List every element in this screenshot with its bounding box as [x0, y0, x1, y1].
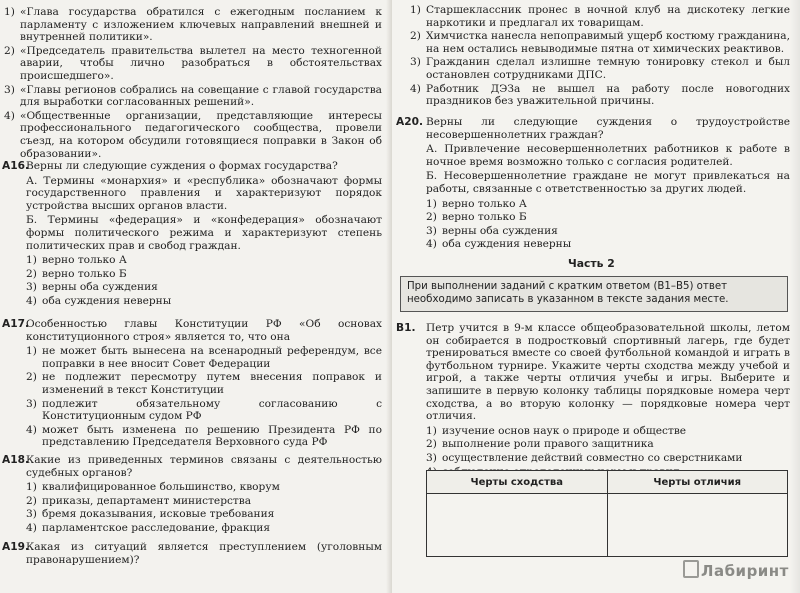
option-text: выполнение роли правого защитника — [442, 438, 654, 451]
table-header-similarity: Черты сходства — [427, 471, 608, 494]
option-text: изучение основ наук о природе и обществе — [442, 424, 687, 437]
statement-b: Б. Несовершеннолетние граждане не могут привлекаться на работы, связанные с ответственностью за других людей. — [426, 170, 790, 195]
option — [26, 398, 382, 423]
option-number: 2) — [426, 438, 437, 451]
option-number: 1) — [426, 197, 437, 210]
option-number: 1) — [426, 424, 437, 437]
option-number: 1) — [26, 254, 37, 267]
option-text: Химчистка нанесла непоправимый ущерб костюму гражданина, на нем остались невыводимые пятна от химических реактивов. — [426, 30, 790, 55]
option — [26, 424, 382, 449]
option — [26, 508, 382, 521]
logo-text: Лабиринт — [701, 562, 789, 580]
question-stem: Верны ли следующие суждения о формах государства? — [26, 160, 338, 172]
answer-cell-difference[interactable] — [607, 494, 788, 557]
option-text: осуществление действий совместно со сверстниками — [442, 451, 743, 464]
option-text: квалифицированное большинство, кворум — [42, 481, 280, 494]
option-number: 3) — [410, 56, 421, 69]
option-text: верно только А — [42, 254, 127, 267]
question-number: А17. — [2, 318, 29, 330]
option-number: 4) — [26, 521, 37, 534]
option — [26, 345, 382, 370]
labirint-logo — [683, 560, 789, 580]
question-stem: Петр учится в 9-м классе общеобразовательной школы, летом он собирается в подростковый спортивный лагерь, где будет тренироваться вместе со своей футбольной командой и играть в футбольном турнире. Укажите черты сходства между учебой и игрой, а также черты отличия учебы и игры. Выберите и запишите в первую колонку таблицы порядковые номера черт сходства, а во вторую колонку — порядковые номера черт отличия. — [426, 322, 790, 423]
option-number: 4) — [26, 294, 37, 307]
option-number: 2) — [26, 494, 37, 507]
part-title: Часть 2 — [568, 257, 615, 270]
page-edge-shadow — [790, 0, 800, 593]
option — [410, 83, 790, 108]
option — [26, 254, 382, 267]
option — [26, 371, 382, 396]
question-stem: Верны ли следующие суждения о трудоустройстве несовершеннолетних граждан? — [426, 116, 790, 141]
option — [426, 452, 790, 465]
option-text: «Общественные организации, представляющие интересы профессионального педагогического сообщества, провели съезд, на котором обсудили готовящиеся поправки в Закон об образовании». — [20, 109, 382, 160]
option-number: 4) — [26, 423, 37, 436]
statement-a: А. Привлечение несовершеннолетних работников к работе в ночное время возможно только с согласия родителей. — [426, 143, 790, 168]
a15-options-block — [4, 6, 382, 161]
option-text: не подлежит пересмотру путем внесения поправок и изменений в текст Конституции — [42, 371, 382, 396]
option — [26, 522, 382, 535]
statement-b: Б. Термины «федерация» и «конфедерация» обозначают формы политического режима и характеризуют степень политических прав и свобод граждан. — [26, 214, 382, 252]
question-number: В1. — [396, 322, 416, 334]
option-number: 2) — [4, 44, 15, 57]
option — [4, 110, 382, 160]
answer-cell-similarity[interactable] — [427, 494, 608, 557]
option-number: 4) — [426, 238, 437, 251]
question-number: А16. — [2, 160, 29, 172]
question-number: А18. — [2, 454, 29, 466]
option — [426, 425, 790, 438]
option-number: 4) — [4, 109, 15, 122]
option-number: 3) — [426, 451, 437, 464]
statement-a: А. Термины «монархия» и «республика» обозначают формы государственного правления и характеризуют порядок устройства высших органов власти. — [26, 174, 382, 212]
option-text: оба суждения неверны — [42, 294, 172, 307]
option-number: 4) — [410, 82, 421, 95]
option-number: 2) — [26, 371, 37, 384]
option-text: Работник ДЭЗа не вышел на работу после новогодних праздников без уважительной причины. — [426, 82, 790, 108]
option-text: верны оба суждения — [42, 281, 158, 294]
option-number: 1) — [410, 4, 421, 16]
option-text: верно только Б — [442, 211, 527, 224]
question-a19 — [2, 541, 382, 568]
option-text: «Председатель правительства вылетел на место техногенной аварии, чтобы лично разобраться в обстоятельствах происшедшего». — [20, 44, 382, 82]
option-number: 3) — [26, 508, 37, 521]
instruction-box: При выполнении заданий с кратким ответом (В1–В5) ответ необходимо записать в указанном в тексте задания месте. — [400, 276, 788, 312]
option-number: 1) — [4, 6, 15, 18]
option-text: бремя доказывания, исковые требования — [42, 508, 275, 521]
option-text: «Глава государства обратился с ежегодным посланием к парламенту с изложением ключевых направлений внешней и внутренней политики». — [20, 6, 382, 44]
option — [26, 281, 382, 294]
option-number: 2) — [410, 30, 421, 43]
option — [426, 211, 790, 224]
option-number: 1) — [26, 481, 37, 494]
option — [410, 56, 790, 81]
option — [4, 84, 382, 109]
question-a18 — [2, 454, 382, 536]
option — [26, 495, 382, 508]
option — [426, 198, 790, 211]
option — [426, 438, 790, 451]
labirint-logo-icon — [683, 560, 699, 578]
option-text: может быть изменена по решению Президента РФ по представлению Председателя Верховного суда РФ — [42, 423, 382, 449]
option — [26, 481, 382, 494]
question-a16 — [2, 160, 382, 309]
option-text: парламентское расследование, фракция — [42, 521, 271, 534]
option-number: 3) — [26, 397, 37, 410]
option-text: подлежит обязательному согласованию с Конституционным судом РФ — [42, 397, 382, 423]
question-stem: Какая из ситуаций является преступлением (уголовным правонарушением)? — [26, 541, 382, 566]
option — [4, 6, 382, 44]
option — [410, 30, 790, 55]
option — [410, 4, 790, 29]
option — [426, 238, 790, 251]
option-text: Гражданин сделал излишне темную тонировку стекол и был остановлен сотрудниками ДПС. — [426, 56, 790, 81]
table-header-difference: Черты отличия — [607, 471, 788, 494]
option — [26, 268, 382, 281]
question-a20 — [396, 116, 790, 252]
question-number: А19. — [2, 541, 29, 553]
question-stem: Какие из приведенных терминов связаны с деятельностью судебных органов? — [26, 454, 382, 479]
option-text: верны оба суждения — [442, 224, 558, 237]
option — [4, 45, 382, 83]
option-text: Старшеклассник пронес в ночной клуб на дискотеку легкие наркотики и предлагал их товарищам. — [426, 4, 790, 29]
question-stem: Особенностью главы Конституции РФ «Об основах конституционного строя» является то, что она — [26, 318, 382, 343]
answer-table — [426, 470, 788, 557]
option-number: 2) — [26, 267, 37, 280]
a19-options-block — [410, 4, 790, 109]
question-number: А20. — [396, 116, 423, 128]
option-text: «Главы регионов собрались на совещание с главой государства для выработки согласованных решений». — [20, 83, 382, 109]
option-number: 2) — [426, 211, 437, 224]
option-text: верно только А — [442, 197, 527, 210]
option-number: 3) — [426, 224, 437, 237]
option-text: приказы, департамент министерства — [42, 494, 252, 507]
option-text: оба суждения неверны — [442, 238, 572, 251]
option-number: 3) — [4, 83, 15, 96]
option-text: верно только Б — [42, 267, 127, 280]
question-b1 — [396, 322, 790, 479]
option-text: не может быть вынесена на всенародный референдум, все поправки в нее вносит Совет Федерации — [42, 345, 382, 370]
option-number: 3) — [26, 281, 37, 294]
option — [26, 295, 382, 308]
question-a17 — [2, 318, 382, 450]
right-page — [392, 0, 800, 593]
option — [426, 225, 790, 238]
option-number: 1) — [26, 345, 37, 358]
left-page — [0, 0, 392, 593]
